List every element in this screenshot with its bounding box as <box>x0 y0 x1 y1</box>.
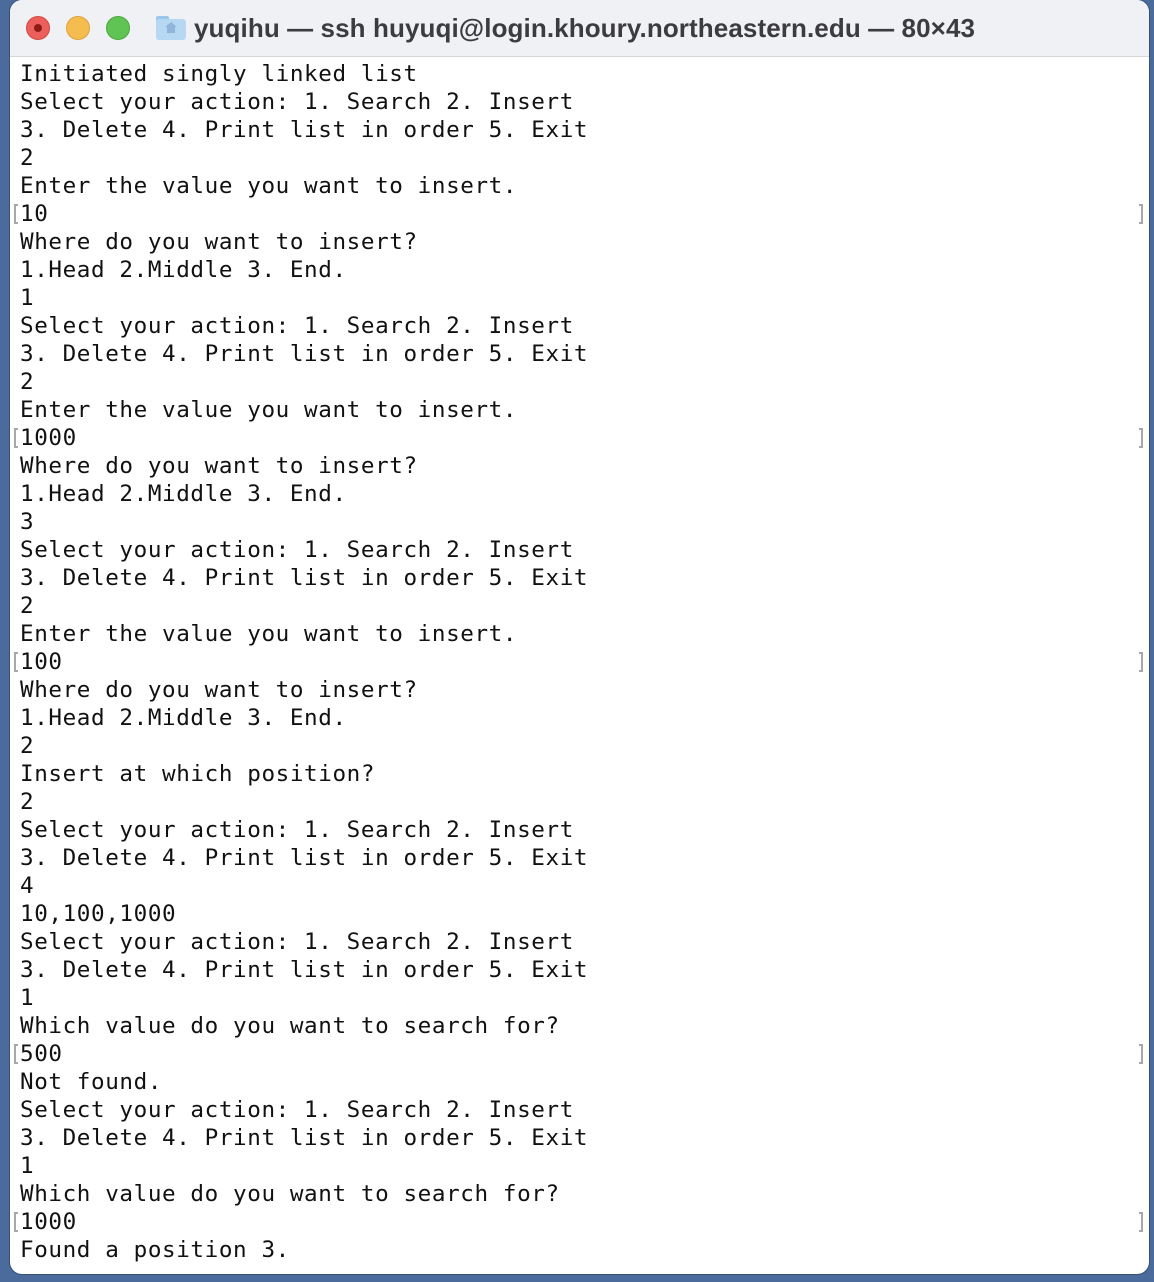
terminal-line: Select your action: 1. Search 2. Insert <box>20 1097 574 1123</box>
terminal-line: Enter the value you want to insert. <box>20 621 518 647</box>
terminal-line: 4 <box>20 873 35 899</box>
input-mark-right-icon <box>1139 1212 1143 1232</box>
home-folder-icon <box>156 16 186 40</box>
terminal-line: 3. Delete 4. Print list in order 5. Exit <box>20 845 589 871</box>
terminal-line: 3. Delete 4. Print list in order 5. Exit <box>20 1125 589 1151</box>
terminal-input-line: 10 <box>20 201 49 227</box>
input-mark-right-icon <box>1139 204 1143 224</box>
zoom-window-button[interactable] <box>106 16 130 40</box>
input-mark-left-icon <box>14 204 18 224</box>
terminal-line: 2 <box>20 145 35 171</box>
input-mark-right-icon <box>1139 428 1143 448</box>
terminal-input-line: 500 <box>20 1041 63 1067</box>
terminal-line: 3 <box>20 509 35 535</box>
terminal-line: Initiated singly linked list <box>20 61 418 87</box>
terminal-line: 2 <box>20 733 35 759</box>
terminal-input-line: 100 <box>20 649 63 675</box>
terminal-window <box>10 0 1149 1274</box>
terminal-input-line: 1000 <box>20 425 77 451</box>
terminal-line: Where do you want to insert? <box>20 453 418 479</box>
terminal-line: Found a position 3. <box>20 1237 290 1263</box>
terminal-line: Select your action: 1. Search 2. Insert <box>20 313 574 339</box>
terminal-line: Select your action: 1. Search 2. Insert <box>20 929 574 955</box>
terminal-line: 2 <box>20 369 35 395</box>
close-window-button[interactable] <box>26 16 50 40</box>
terminal-line: Insert at which position? <box>20 761 376 787</box>
terminal-line: Where do you want to insert? <box>20 677 418 703</box>
terminal-line: Which value do you want to search for? <box>20 1013 560 1039</box>
input-mark-left-icon <box>14 1044 18 1064</box>
terminal-line: 1 <box>20 285 35 311</box>
title-bar[interactable] <box>10 0 1149 57</box>
terminal-line: Select your action: 1. Search 2. Insert <box>20 89 574 115</box>
terminal-line: Which value do you want to search for? <box>20 1181 560 1207</box>
window-title-group <box>156 11 975 45</box>
input-mark-right-icon <box>1139 652 1143 672</box>
terminal-input-line: 1000 <box>20 1209 77 1235</box>
terminal-line: 3. Delete 4. Print list in order 5. Exit <box>20 117 589 143</box>
terminal-line: 3. Delete 4. Print list in order 5. Exit <box>20 565 589 591</box>
terminal-line: 1 <box>20 1153 35 1179</box>
terminal-line: 2 <box>20 789 35 815</box>
terminal-line: 3. Delete 4. Print list in order 5. Exit <box>20 957 589 983</box>
window-title: yuqihu — ssh huyuqi@login.khoury.northeastern.edu — 80×43 <box>194 12 976 43</box>
terminal-line: 3. Delete 4. Print list in order 5. Exit <box>20 341 589 367</box>
terminal-line: Not found. <box>20 1069 163 1095</box>
terminal-line: Enter the value you want to insert. <box>20 173 518 199</box>
input-mark-left-icon <box>14 652 18 672</box>
terminal-line: Select your action: 1. Search 2. Insert <box>20 817 574 843</box>
input-mark-left-icon <box>14 1212 18 1232</box>
terminal-line: Where do you want to insert? <box>20 229 418 255</box>
terminal-line: 1.Head 2.Middle 3. End. <box>20 481 347 507</box>
terminal-line: 2 <box>20 593 35 619</box>
terminal-line: 1.Head 2.Middle 3. End. <box>20 257 347 283</box>
input-mark-left-icon <box>14 428 18 448</box>
minimize-window-button[interactable] <box>66 16 90 40</box>
terminal-line: Select your action: 1. Search 2. Insert <box>20 537 574 563</box>
terminal-line: 1 <box>20 985 35 1011</box>
terminal-output[interactable] <box>10 57 1149 1274</box>
terminal-line: 10,100,1000 <box>20 901 177 927</box>
terminal-line: Enter the value you want to insert. <box>20 397 518 423</box>
input-mark-right-icon <box>1139 1044 1143 1064</box>
terminal-line: 1.Head 2.Middle 3. End. <box>20 705 347 731</box>
